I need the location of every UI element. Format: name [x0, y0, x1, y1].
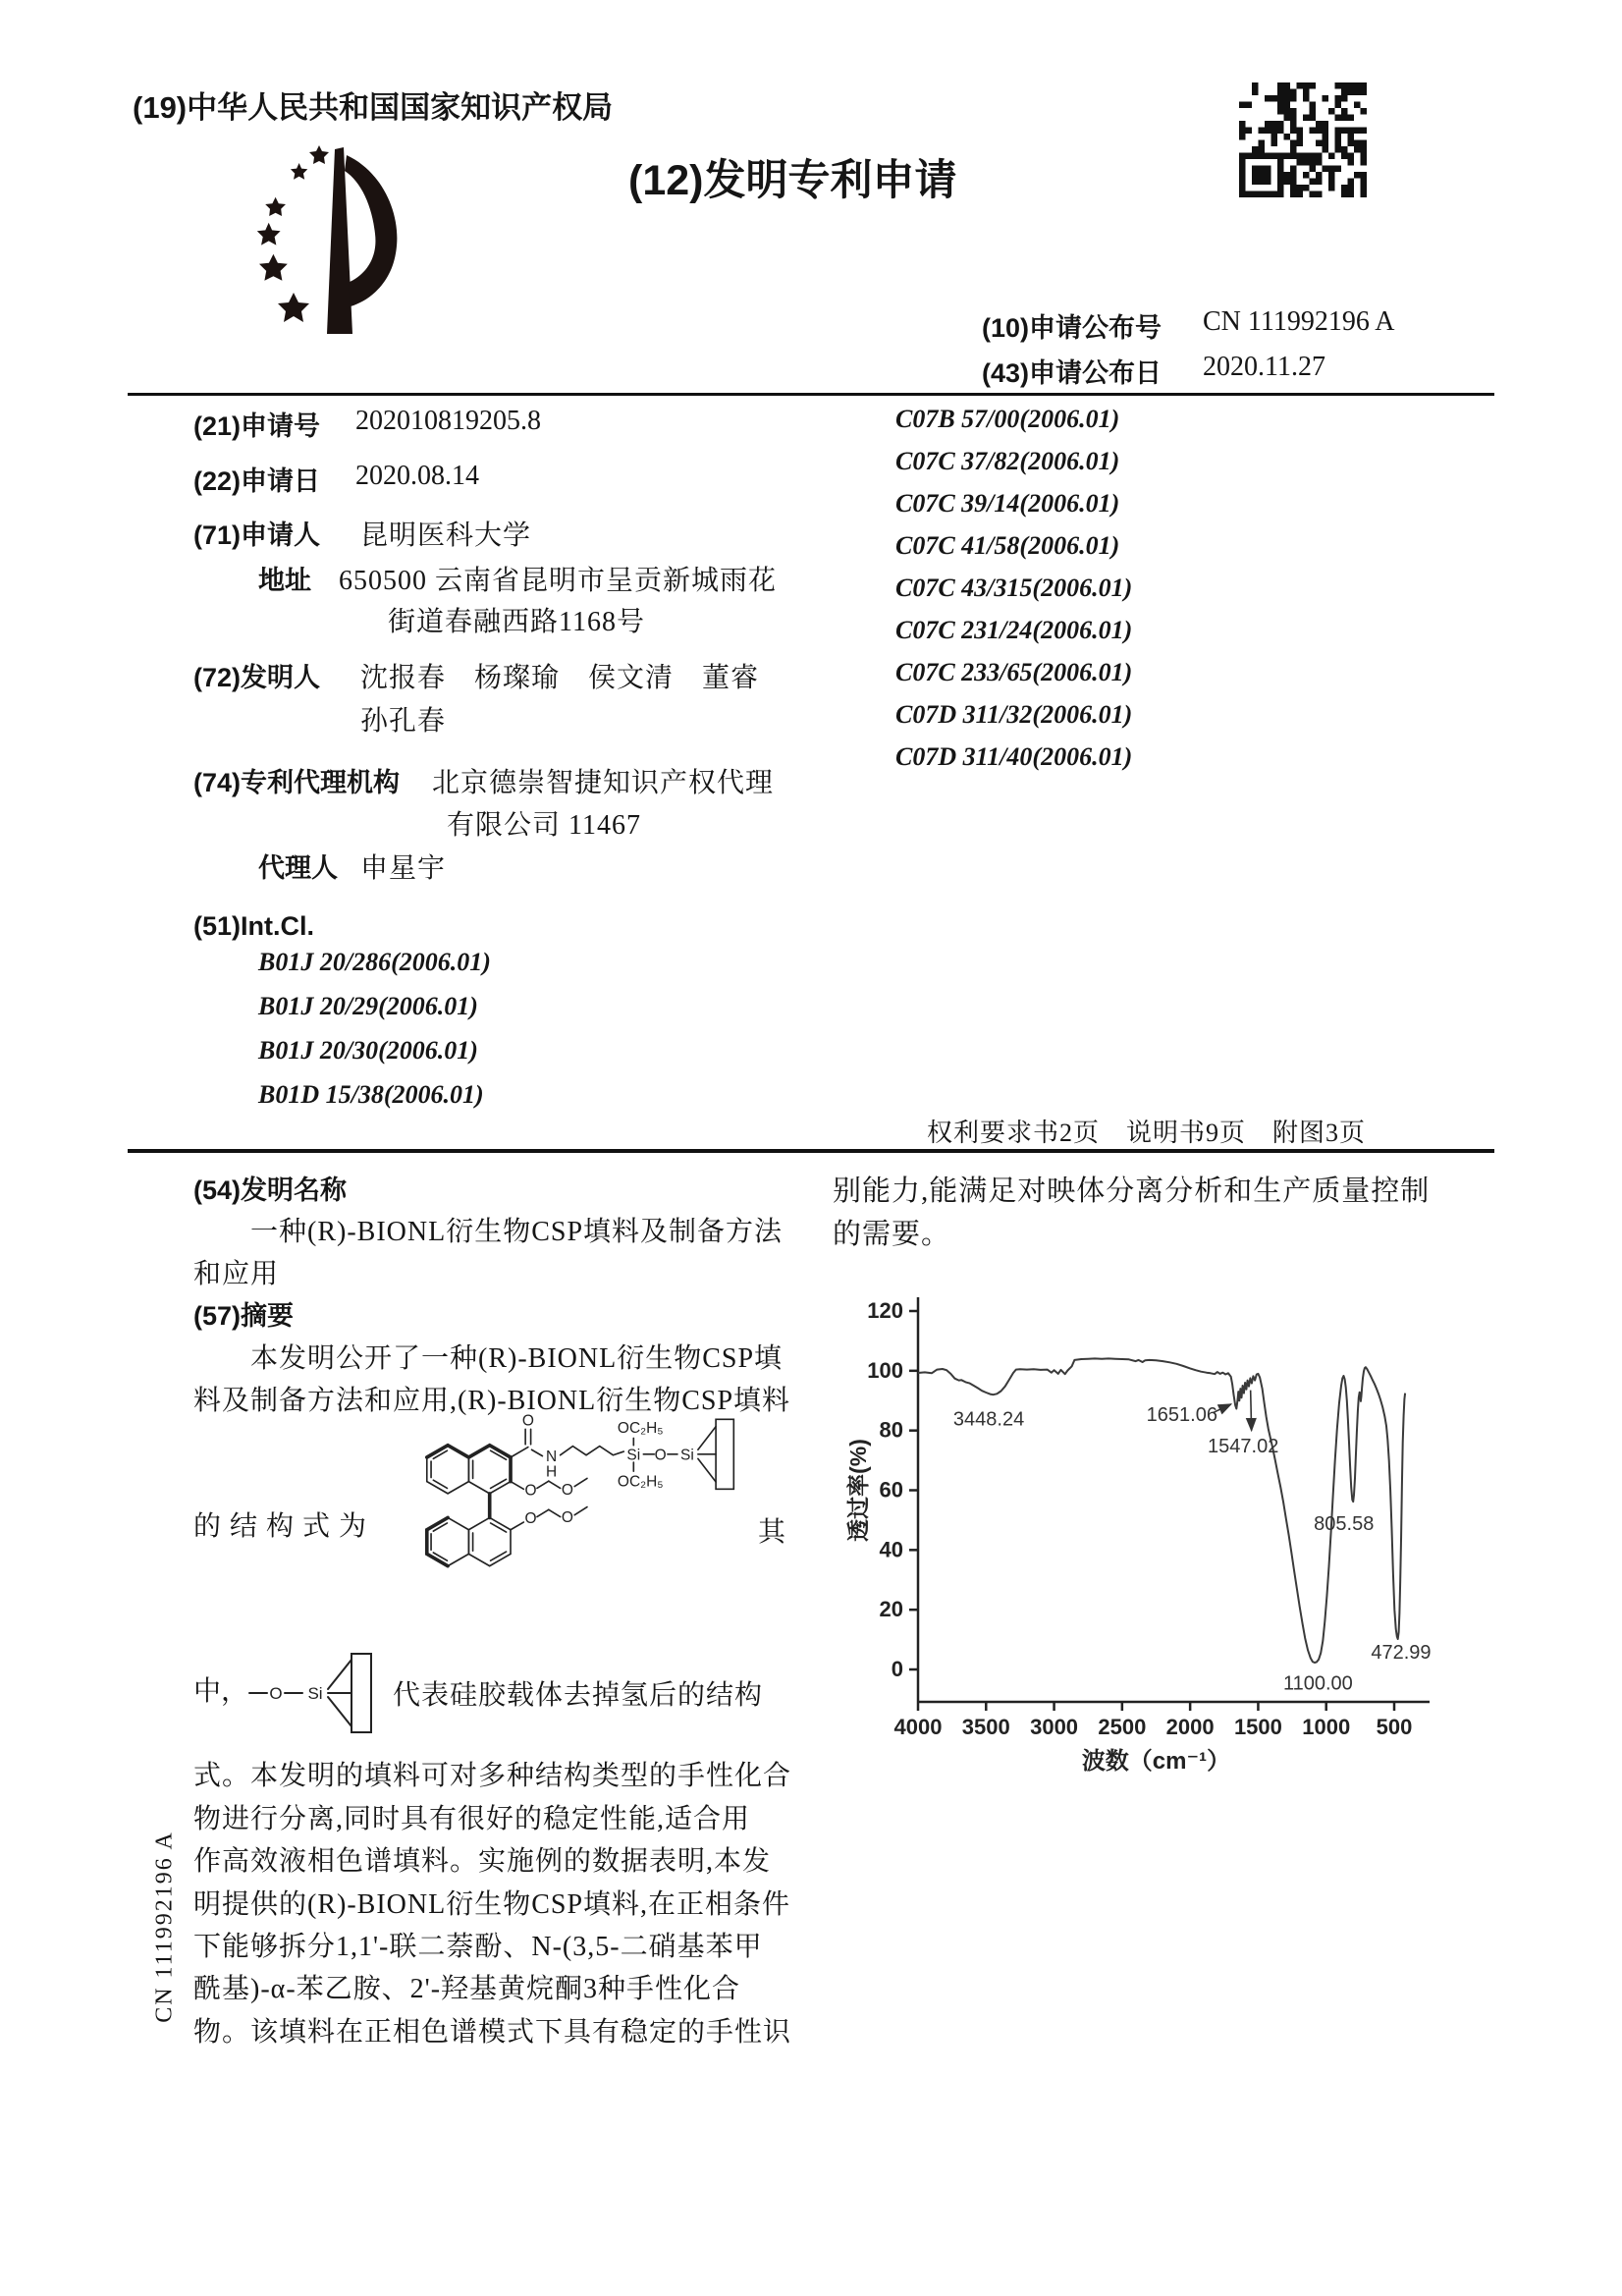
svg-text:40: 40 — [879, 1537, 903, 1562]
agent-label: 代理人 — [258, 853, 338, 883]
intcl-item: B01D 15/38(2006.01) — [258, 1080, 484, 1109]
ethoxy-group-label: OC₂H₅ — [617, 1419, 664, 1437]
body-divider — [128, 1149, 1494, 1153]
structure-suffix-text: 其 — [758, 1517, 786, 1548]
agency-label: (74)专利代理机构 — [193, 768, 401, 797]
intcl-item: B01J 20/29(2006.01) — [258, 992, 478, 1020]
atom-label-o: O — [269, 1684, 283, 1703]
svg-text:80: 80 — [879, 1417, 903, 1443]
atom-label-si: Si — [307, 1684, 323, 1703]
svg-text:1100.00: 1100.00 — [1282, 1672, 1353, 1695]
inventors-line1: 沈报春 杨璨瑜 侯文清 董睿 — [360, 663, 760, 693]
pub-no-label: (10)申请公布号 — [982, 313, 1162, 343]
atom-label-si: Si — [626, 1447, 641, 1464]
address-line1: 650500 云南省昆明市呈贡新城雨花 — [339, 566, 778, 596]
intcl-item: B01J 20/30(2006.01) — [258, 1036, 478, 1065]
ipc-item: C07D 311/32(2006.01) — [895, 700, 1133, 729]
abstract-line: 的需要。 — [833, 1219, 951, 1250]
inventors-line2: 孙孔春 — [360, 706, 447, 737]
pub-no-value: CN 111992196 A — [1203, 306, 1395, 337]
svg-text:3500: 3500 — [961, 1715, 1010, 1739]
invention-title-line1: 一种(R)-BIONL衍生物CSP填料及制备方法 — [250, 1217, 784, 1247]
svg-text:120: 120 — [867, 1298, 903, 1323]
ipc-item: C07D 311/40(2006.01) — [895, 742, 1133, 771]
svg-text:60: 60 — [879, 1477, 903, 1503]
app-date-label: (22)申请日 — [193, 466, 321, 496]
svg-text:472.99: 472.99 — [1371, 1641, 1432, 1664]
atom-label-o: O — [524, 1482, 537, 1500]
atom-label-o: O — [561, 1509, 573, 1527]
mid-line-prefix: 中， — [193, 1676, 249, 1707]
svg-text:3448.24: 3448.24 — [952, 1408, 1025, 1431]
svg-text:500: 500 — [1376, 1715, 1413, 1739]
abstract-label: (57)摘要 — [193, 1301, 295, 1331]
svg-text:3000: 3000 — [1030, 1715, 1079, 1739]
svg-text:1547.02: 1547.02 — [1208, 1435, 1279, 1457]
intcl-label: (51)Int.Cl. — [193, 911, 315, 941]
atom-label-o: O — [524, 1509, 537, 1527]
address-label: 地址 — [258, 566, 311, 595]
ipc-item: C07B 57/00(2006.01) — [895, 405, 1120, 433]
cnipa-logo — [250, 137, 437, 349]
atom-label-n: N — [545, 1449, 558, 1466]
agency-line1: 北京德崇智捷知识产权代理 — [432, 768, 775, 798]
pages-info: 权利要求书2页 说明书9页 附图3页 — [927, 1119, 1367, 1147]
abstract-line: 本发明公开了一种(R)-BIONL衍生物CSP填 — [250, 1343, 784, 1374]
ipc-item: C07C 231/24(2006.01) — [895, 616, 1133, 644]
applicant-label: (71)申请人 — [193, 520, 321, 550]
address-line2: 街道春融西路1168号 — [388, 607, 645, 637]
svg-text:1651.06: 1651.06 — [1146, 1403, 1217, 1426]
app-no-label: (21)申请号 — [193, 411, 321, 441]
svg-text:100: 100 — [867, 1357, 903, 1383]
ipc-item: C07C 41/58(2006.01) — [895, 531, 1120, 560]
pub-date-value: 2020.11.27 — [1203, 352, 1325, 382]
ipc-item: C07C 37/82(2006.01) — [895, 447, 1120, 475]
atom-label-h: H — [545, 1463, 558, 1481]
atom-label-o: O — [561, 1481, 573, 1499]
ir-spectrum-chart — [844, 1272, 1492, 1777]
svg-text:2000: 2000 — [1165, 1715, 1215, 1739]
svg-text:1000: 1000 — [1302, 1715, 1351, 1739]
atom-label-o: O — [654, 1447, 667, 1464]
svg-text:2500: 2500 — [1098, 1715, 1147, 1739]
ipc-item: C07C 43/315(2006.01) — [895, 574, 1133, 602]
abstract-line: 下能够拆分1,1'-联二萘酚、N-(3,5-二硝基苯甲 — [193, 1932, 763, 1962]
abstract-line: 别能力,能满足对映体分离分析和生产质量控制 — [833, 1175, 1431, 1207]
svg-text:波数（cm⁻¹）: 波数（cm⁻¹） — [1081, 1748, 1231, 1775]
mid-line-suffix: 代表硅胶载体去掉氢后的结构 — [393, 1680, 764, 1711]
silica-fragment-diagram — [247, 1650, 395, 1738]
structure-intro-text: 的结构式为 — [193, 1511, 376, 1542]
ipc-item: C07C 39/14(2006.01) — [895, 489, 1120, 518]
svg-text:1500: 1500 — [1233, 1715, 1282, 1739]
inventors-label: (72)发明人 — [193, 663, 321, 692]
invention-title-line2: 和应用 — [193, 1259, 280, 1289]
atom-label-si: Si — [680, 1447, 694, 1464]
qr-code — [1239, 82, 1367, 202]
abstract-line: 物。该填料在正相色谱模式下具有稳定的手性识 — [193, 2017, 792, 2048]
abstract-line: 酰基)-α-苯乙胺、2'-羟基黄烷酮3种手性化合 — [193, 1974, 741, 2004]
pub-date-label: (43)申请公布日 — [982, 358, 1162, 388]
abstract-line: 料及制备方法和应用,(R)-BIONL衍生物CSP填料 — [193, 1386, 791, 1416]
ipc-item: C07C 233/65(2006.01) — [895, 658, 1133, 686]
svg-text:0: 0 — [891, 1657, 903, 1681]
abstract-line: 作高效液相色谱填料。实施例的数据表明,本发 — [193, 1846, 772, 1877]
svg-text:4000: 4000 — [893, 1715, 943, 1739]
abstract-line: 式。本发明的填料可对多种结构类型的手性化合 — [193, 1761, 792, 1791]
agent-name: 申星宇 — [360, 853, 447, 884]
app-no-value: 202010819205.8 — [355, 406, 541, 436]
atom-label-o: O — [521, 1412, 534, 1430]
header-divider — [128, 393, 1494, 396]
agency-line2: 有限公司 11467 — [447, 810, 641, 841]
ethoxy-group-label: OC₂H₅ — [617, 1473, 664, 1491]
invention-title-label: (54)发明名称 — [193, 1175, 348, 1205]
sidebar-publication-code: CN 111992196 A — [151, 1831, 178, 2023]
svg-text:805.58: 805.58 — [1314, 1512, 1375, 1535]
intcl-item: B01J 20/286(2006.01) — [258, 948, 491, 976]
svg-text:20: 20 — [879, 1597, 903, 1622]
abstract-line: 物进行分离,同时具有很好的稳定性能,适合用 — [193, 1804, 751, 1834]
svg-text:透过率(%): 透过率(%) — [845, 1439, 871, 1542]
chemical-structure-diagram — [355, 1402, 758, 1613]
app-date-value: 2020.08.14 — [355, 461, 479, 491]
applicant-value: 昆明医科大学 — [360, 520, 532, 551]
office-name: (19)中华人民共和国国家知识产权局 — [133, 90, 614, 125]
doc-type-title: (12)发明专利申请 — [628, 157, 957, 204]
abstract-line: 明提供的(R)-BIONL衍生物CSP填料,在正相条件 — [193, 1889, 791, 1920]
